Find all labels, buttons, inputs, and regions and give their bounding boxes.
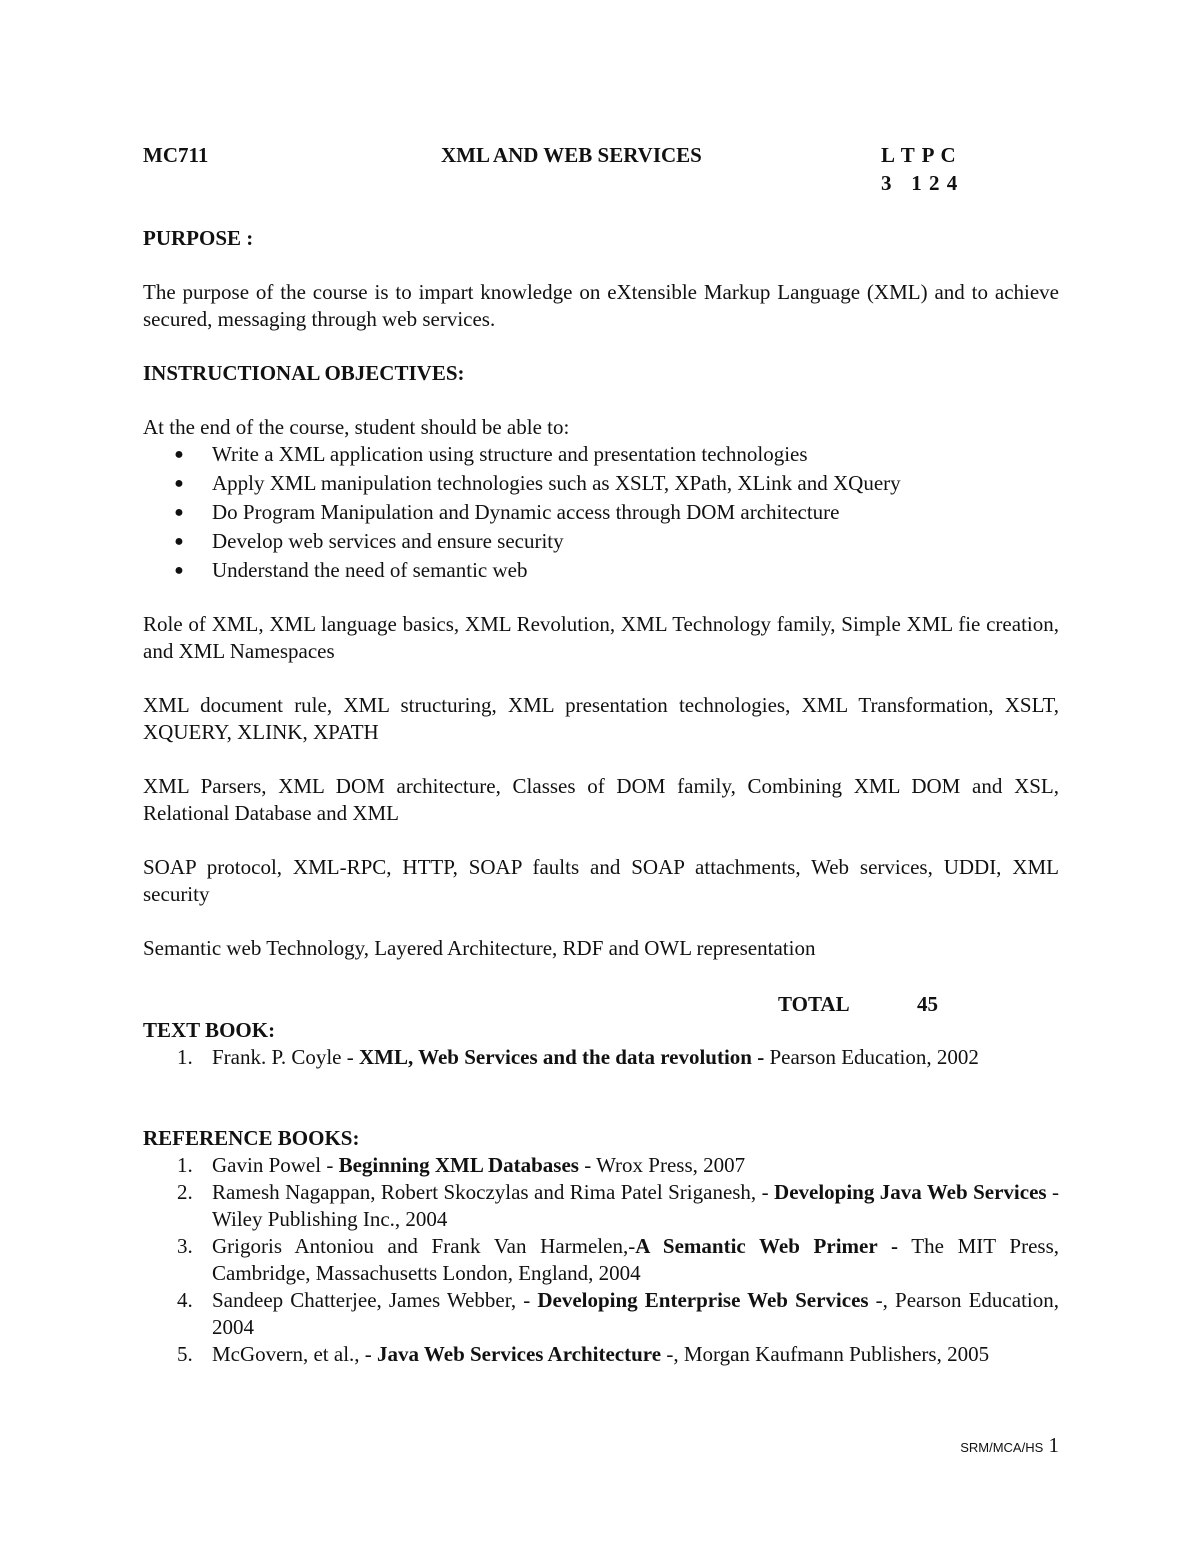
bullet-icon: ● <box>174 533 184 550</box>
list-item: 5. McGovern, et al., - Java Web Services Architecture -, Morgan Kaufmann Publishers, 2005 <box>177 1342 990 1366</box>
list-item: 2. Ramesh Nagappan, Robert Skoczylas and Rima Patel Sriganesh, - Developing Java Web Services - Wiley Publishing Inc., 2004 <box>177 1180 1059 1231</box>
list-item: ● Understand the need of semantic web <box>171 556 1071 585</box>
objectives-intro: At the end of the course, student should be able to: <box>143 415 570 439</box>
list-item: ● Do Program Manipulation and Dynamic access through DOM architecture <box>171 498 1071 527</box>
bullet-icon: ● <box>174 504 184 521</box>
list-item: ● Apply XML manipulation technologies such as XSLT, XPath, XLink and XQuery <box>171 469 1071 498</box>
purpose-text: The purpose of the course is to impart knowledge on eXtensible Markup Language (XML) and to achieve secured, messaging through web services. <box>143 280 1059 331</box>
list-item: 1. Frank. P. Coyle - XML, Web Services and the data revolution - Pearson Education, 2002 <box>177 1045 979 1069</box>
objectives-list <box>171 440 1071 585</box>
bullet-icon: ● <box>174 475 184 492</box>
total-label: TOTAL <box>778 992 850 1016</box>
list-item: 1. Gavin Powel - Beginning XML Databases - Wrox Press, 2007 <box>177 1153 746 1177</box>
unit-paragraph: XML document rule, XML structuring, XML presentation technologies, XML Transformation, XSLT, XQUERY, XLINK, XPATH <box>143 693 1059 744</box>
ltpc-values: 3 1 2 4 <box>881 171 959 195</box>
unit-paragraph: Semantic web Technology, Layered Architecture, RDF and OWL representation <box>143 936 816 960</box>
page-footer <box>960 1432 1059 1461</box>
unit-paragraph: XML Parsers, XML DOM architecture, Classes of DOM family, Combining XML DOM and XSL, Relational Database and XML <box>143 774 1059 825</box>
unit-paragraph: SOAP protocol, XML-RPC, HTTP, SOAP faults and SOAP attachments, Web services, UDDI, XML security <box>143 855 1059 906</box>
reference-books-list <box>171 1152 1059 1368</box>
list-item: ● Write a XML application using structure and presentation technologies <box>171 440 1071 469</box>
bullet-icon: ● <box>174 446 184 463</box>
course-code: MC711 <box>143 143 209 167</box>
purpose-heading: PURPOSE : <box>143 226 254 250</box>
ltpc-labels: L T P C <box>881 143 957 167</box>
text-book-heading: TEXT BOOK: <box>143 1018 276 1042</box>
total-value: 45 <box>917 992 938 1016</box>
unit-paragraph: Role of XML, XML language basics, XML Revolution, XML Technology family, Simple XML fie creation, and XML Namespaces <box>143 612 1059 663</box>
course-title: XML AND WEB SERVICES <box>441 143 702 167</box>
list-item: 4. Sandeep Chatterjee, James Webber, - Developing Enterprise Web Services -, Pearson Education, 2004 <box>177 1288 1059 1339</box>
text-book-list <box>171 1044 1059 1071</box>
objectives-heading: INSTRUCTIONAL OBJECTIVES: <box>143 361 465 385</box>
list-item: 3. Grigoris Antoniou and Frank Van Harmelen,-A Semantic Web Primer - The MIT Press, Cambridge, Massachusetts London, England, 2004 <box>177 1234 1060 1285</box>
bullet-icon: ● <box>174 562 184 579</box>
page-number: 1 <box>1048 1433 1059 1457</box>
reference-books-heading: REFERENCE BOOKS: <box>143 1126 360 1150</box>
footer-label: SRM/MCA/HS <box>960 1440 1044 1455</box>
list-item: ● Develop web services and ensure security <box>171 527 1071 556</box>
